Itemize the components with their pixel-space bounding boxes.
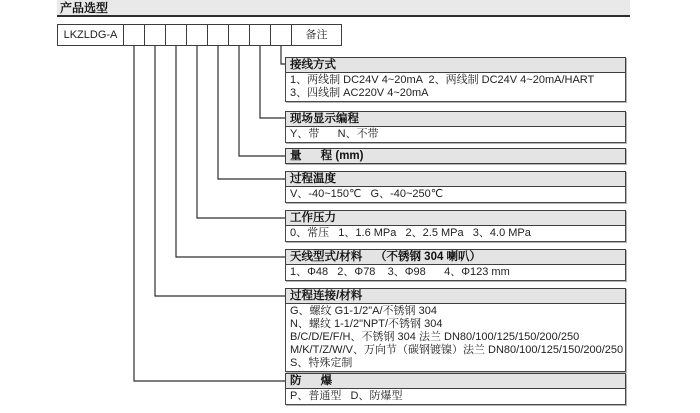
option-line: 0、常压 1、1.6 MPa 2、2.5 MPa 3、4.0 MPa xyxy=(290,227,531,239)
section-display-programming-body xyxy=(285,127,626,143)
section-process-temperature-title: 过程温度 xyxy=(285,171,626,187)
option-line: 3、四线制 AC220V 4~20mA xyxy=(290,87,429,99)
option-line: 1、两线制 DC24V 4~20mA 2、两线制 DC24V 4~20mA/HART xyxy=(290,74,595,86)
connector-box3-antenna xyxy=(176,46,285,257)
model-code-row xyxy=(57,24,342,46)
section-explosion-proof-body xyxy=(285,389,626,405)
section-wiring-mode-title: 接线方式 xyxy=(285,57,626,73)
code-box-4 xyxy=(186,24,208,46)
option-line: S、特殊定制 xyxy=(290,357,353,369)
section-wiring-mode xyxy=(285,57,626,102)
connector-box4-pressure xyxy=(197,46,285,218)
section-explosion-proof xyxy=(285,373,626,405)
remark-box: 备注 xyxy=(291,24,342,46)
option-line: B/C/D/E/F/H、不锈钢 304 法兰 DN80/100/125/150/200/250 xyxy=(290,331,580,343)
connector-box1-explosionproof xyxy=(134,46,285,381)
section-range-title: 量 程 (mm) xyxy=(285,148,626,164)
option-line: N、螺纹 1-1/2"NPT/不锈钢 304 xyxy=(290,318,443,330)
section-process-connection-body xyxy=(285,304,626,372)
option-line: Y、带 N、不带 xyxy=(290,128,379,140)
section-working-pressure-body xyxy=(285,226,626,242)
section-process-connection xyxy=(285,288,626,372)
section-working-pressure-title: 工作压力 xyxy=(285,210,626,226)
section-display-programming xyxy=(285,111,626,143)
code-box-1 xyxy=(123,24,145,46)
connector-box7-display xyxy=(260,46,285,118)
code-box-6 xyxy=(228,24,250,46)
connector-box6-range xyxy=(239,46,285,156)
section-process-temperature xyxy=(285,171,626,203)
model-prefix-box: LKZLDG-A xyxy=(57,24,124,46)
option-line: G、螺纹 G1-1/2"A/不锈钢 304 xyxy=(290,305,437,317)
section-display-programming-title: 现场显示编程 xyxy=(285,111,626,127)
connector-box5-temperature xyxy=(218,46,285,179)
option-line: P、普通型 D、防爆型 xyxy=(290,390,403,402)
section-range xyxy=(285,148,626,164)
code-box-2 xyxy=(144,24,166,46)
section-explosion-proof-title: 防 爆 xyxy=(285,373,626,389)
option-line: 1、Φ48 2、Φ78 3、Φ98 4、Φ123 mm xyxy=(290,266,510,278)
section-process-temperature-body xyxy=(285,187,626,203)
section-antenna-type-body xyxy=(285,265,626,281)
option-line: M/K/T/Z/W/V、万向节（碳钢镀镍）法兰 DN80/100/125/150/200/250 xyxy=(290,344,624,356)
section-process-connection-title: 过程连接/材料 xyxy=(285,288,626,304)
section-working-pressure xyxy=(285,210,626,242)
page-title: 产品选型 xyxy=(57,0,630,17)
option-line: V、-40~150℃ G、-40~250℃ xyxy=(290,188,444,200)
code-box-8 xyxy=(270,24,292,46)
section-antenna-type xyxy=(285,249,626,281)
connector-box2-connection xyxy=(155,46,285,296)
code-box-5 xyxy=(207,24,229,46)
code-box-7 xyxy=(249,24,271,46)
section-wiring-mode-body xyxy=(285,73,626,102)
section-antenna-type-title: 天线型式/材料 （不锈钢 304 喇叭） xyxy=(285,249,626,265)
code-box-3 xyxy=(165,24,187,46)
